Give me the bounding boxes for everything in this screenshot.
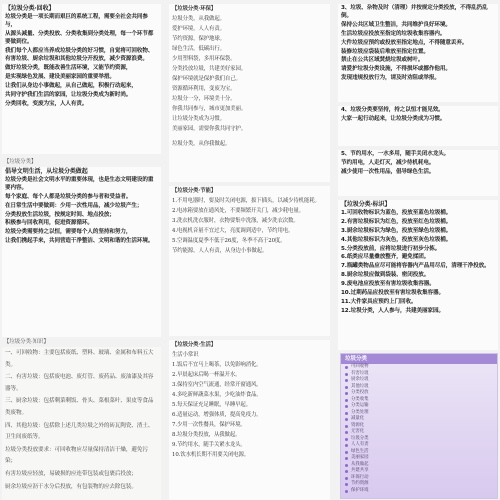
list-item: 美丽家园 xyxy=(341,455,497,462)
list-item: 分类运输 xyxy=(341,403,497,410)
list-item: 减量化 xyxy=(341,416,497,423)
text-line: 少用塑料袋，多用环保袋。 xyxy=(172,56,236,62)
text-line: 5.分类投放前，应将垃圾进行初步分拣。 xyxy=(341,245,441,252)
list-item: 人人有责 xyxy=(341,442,497,449)
text-line: 5.每天保证充足睡眠，早睡早起。 xyxy=(172,402,252,408)
list-item: 环保行动 xyxy=(341,475,497,482)
text-line: 4.其他垃圾标识为灰色，投放至灰色垃圾桶。 xyxy=(341,236,452,243)
text-line: 3.洗衣机洗衣服时，衣物要集中洗涤，减少洗衣次数。 xyxy=(172,218,299,224)
text-line: 8.厨余垃圾应做到袋装、密闭投放。 xyxy=(341,272,430,279)
middle-column xyxy=(167,0,332,500)
text-line: 7.瓶罐类物品应尽可能将容器内产品用尽后，清理干净投放。 xyxy=(341,263,490,270)
text-line: 发现违规投放行为，请及时劝阻或举报。 xyxy=(341,75,440,82)
list-item: 可回收物 xyxy=(341,364,497,371)
text-line: 节约能源，人人有责，从身边小事做起。 xyxy=(172,248,268,254)
list-item: 分类投放 xyxy=(341,390,497,397)
text-line: 4.多吃新鲜蔬菜水果，少吃油炸食品。 xyxy=(172,392,262,398)
text-line: 3、垃圾、杂物及时（清理）并按规定分类投放，不得乱扔乱倒。 xyxy=(341,5,488,19)
list-item: 从我做起 xyxy=(341,462,497,469)
text-line: 2.早晨起床后喝一杯温开水。 xyxy=(172,372,241,378)
block-title: 倡导文明生活，从垃圾分类做起 xyxy=(5,168,88,175)
closing-line: 垃圾分类，从你我做起。 xyxy=(172,141,231,147)
list-item: 分类收集 xyxy=(341,397,497,404)
text-line: 节约资源，保护地球。 xyxy=(172,36,225,42)
app-screenshot-thumbnail[interactable] xyxy=(340,353,498,499)
list-item: 分类处理 xyxy=(341,410,497,417)
civilized-life-text-block xyxy=(2,167,161,337)
text-line: 保持公共区域卫生整洁，共同维护良好环境。 xyxy=(341,21,451,28)
section-tag: 【垃圾分类·知识】 xyxy=(4,339,49,345)
text-line: 让我们从身边小事做起，从自己做起，积极行动起来， xyxy=(5,83,137,90)
text-line: 节约用电，人走灯灭，减少待机耗电。 xyxy=(341,159,435,166)
text-line: 垃圾分类投放要求：可回收物应尽量保持清洁干燥，避免污染； xyxy=(5,446,148,465)
list-item: 有害垃圾 xyxy=(341,371,497,378)
scanned-knowledge-block xyxy=(2,347,161,500)
left-column xyxy=(0,0,163,500)
list-item: 其他垃圾 xyxy=(341,384,497,391)
text-line: 做好垃圾分类，既能改善生活环境，又能节约资源， xyxy=(5,65,132,72)
block-title: 【垃圾分类·环保】 xyxy=(172,6,217,12)
text-line: 分类投放垃圾，共建美好家园。 xyxy=(172,66,247,72)
text-line: 绿色生活，低碳出行。 xyxy=(172,46,225,52)
conservation-block xyxy=(338,150,498,196)
text-line: 分类投放生活垃圾，按规定时间、地点投放； xyxy=(5,211,115,218)
text-line: 1.不用电器时，要及时关闭电源，拔下插头，以减少待机能耗。 xyxy=(172,198,320,204)
text-line: 每个家庭、每个人都是垃圾分类的参与者和受益者。 xyxy=(5,193,132,200)
text-line: 垃圾分类是一项长期而艰巨的系统工程，需要全社会共同参与， xyxy=(5,13,148,28)
text-line: 分类回收，变废为宝，人人有责。 xyxy=(5,100,88,107)
slogan-text-block xyxy=(169,4,330,182)
text-line: 10.过期药品应投放至有害垃圾收集容器。 xyxy=(341,290,445,297)
text-line: 垃圾分类，从我做起。 xyxy=(172,16,225,22)
list-item: 厨余垃圾 xyxy=(341,377,497,384)
text-line: 10.饮水机长期不用要关闭电源。 xyxy=(172,452,250,458)
text-line: 让我们携起手来，共同营造干净整洁、文明和谐的生活环境。 xyxy=(5,238,154,245)
text-line: 三、厨余垃圾：包括剩菜剩饭、骨头、菜根菜叶、果皮等食品类废物。 xyxy=(5,398,154,416)
text-line: 爱护环境，人人有责。 xyxy=(172,26,225,32)
text-line: 积极参与回收利用，促进资源循环。 xyxy=(5,220,93,227)
text-line: 9.废电池应投放至有害垃圾收集容器。 xyxy=(341,281,435,288)
section-tag: 【垃圾分类】 xyxy=(4,159,37,165)
text-line: 12.垃圾分类，人人参与，共建美丽家园。 xyxy=(341,307,445,314)
text-line: 禁止在公共区域焚烧垃圾或树叶。 xyxy=(341,57,424,64)
text-line: 6.适量运动，增强体质，提高免疫力。 xyxy=(172,412,262,418)
text-line: 装修垃圾应袋装后堆放至指定位置。 xyxy=(341,48,429,55)
right-column xyxy=(336,0,500,500)
text-line: 垃圾分类需要持之以恒，需要每个人的坚持和努力， xyxy=(5,229,132,236)
text-line: 3.保持室内空气流通，经常开窗通风。 xyxy=(172,382,262,388)
text-line: 减少使用一次性用品，倡导绿色生活。 xyxy=(341,168,435,175)
text-line: 共同守护我们生活的家园，让垃圾分类成为新时尚。 xyxy=(5,92,132,99)
text-line: 垃圾分类是社会文明水平的重要体现，也是生态文明建设的重要内容。 xyxy=(5,176,154,191)
list-item: 资源化 xyxy=(341,423,497,430)
text-line: 从源头减量、分类投放、分类收集到分类处理，每一个环节都要做到位。 xyxy=(5,30,154,45)
text-line: 7.少用一次性餐具，保护环境。 xyxy=(172,422,246,428)
text-line: 二、有害垃圾：包括废电池、废灯管、废药品、废油漆及其容器等。 xyxy=(5,374,154,392)
text-line: 3.厨余垃圾标识为绿色，投放至绿色垃圾桶。 xyxy=(341,227,452,234)
text-line: 9.节约用水，随手关紧水龙头。 xyxy=(172,442,246,448)
thumbnail-header: 垃圾分类 xyxy=(341,354,497,364)
text-line: 5.空调温度夏季不低于26度，冬季不高于20度。 xyxy=(172,238,286,244)
text-line: 生活垃圾应投放至指定的垃圾收集容器内。 xyxy=(341,30,446,37)
text-line: 8.垃圾分类投放，从我做起。 xyxy=(172,432,241,438)
list-item: 节约资源 xyxy=(341,481,497,488)
persistence-block xyxy=(338,106,498,146)
block-title: 【垃圾分类·生活】 xyxy=(172,342,217,348)
text-line: 5、节约用水，一水多用，随手关闭水龙头。 xyxy=(341,151,450,157)
text-line: 四、其他垃圾：包括除上述几类垃圾之外的砖瓦陶瓷、渣土、卫生间废纸等。 xyxy=(5,422,154,441)
text-line: 垃圾分一分，环境美十分。 xyxy=(172,96,236,102)
text-line: 6.纸类应尽量叠放整齐，避免揉团。 xyxy=(341,254,430,261)
list-item: 垃圾分类 xyxy=(341,436,497,443)
list-item: 无害化 xyxy=(341,429,497,436)
text-line: 有害垃圾应轻放，易破损的应连带包装或包裹后投放； xyxy=(5,470,137,477)
text-line: 我们每个人都应当养成垃圾分类的好习惯，自觉将可回收物、 xyxy=(5,47,154,54)
recycling-text-block xyxy=(2,4,161,154)
text-line: 让垃圾分类成为习惯。 xyxy=(172,116,225,122)
text-line: 资源循环利用，变废为宝。 xyxy=(172,86,236,92)
text-line: 1.可回收物标识为蓝色，投放至蓝色垃圾桶。 xyxy=(341,209,452,216)
list-item: 共建共享 xyxy=(341,468,497,475)
text-line: 11.大件家具应预约上门回收。 xyxy=(341,298,417,305)
text-line: 2.电冰箱要放在通风处，不要频繁开关门，减少耗电量。 xyxy=(172,208,304,214)
sorting-labels-block xyxy=(338,200,498,350)
text-line: 2.有害垃圾标识为红色，投放至红色垃圾桶。 xyxy=(341,218,452,225)
text-line: 你我共同参与，城市更加美丽。 xyxy=(172,106,247,112)
text-line: 1.饭后不宜马上喝茶，以免影响消化。 xyxy=(172,362,262,368)
text-line: 大家一起行动起来，让垃圾分类成为习惯。 xyxy=(341,115,446,122)
energy-saving-block xyxy=(169,186,330,336)
list-item: 绿色生活 xyxy=(341,449,497,456)
text-line: 是实现绿色发展、建设美丽家园的重要举措。 xyxy=(5,74,115,81)
block-subtitle: 生活小常识 xyxy=(172,352,199,358)
text-line: 一、可回收物：主要包括废纸、塑料、玻璃、金属和布料五大类。 xyxy=(5,350,154,368)
text-line: 大件垃圾应预约或投放至指定地点，不得随意丢弃。 xyxy=(341,39,468,46)
life-tips-block xyxy=(169,340,330,500)
block-title: 【垃圾分类·回收】 xyxy=(5,5,55,12)
text-line: 4.电视机音量不宜过大，亮度调到适中，节约用电。 xyxy=(172,228,294,234)
block-title: 【垃圾分类·标识】 xyxy=(341,201,391,208)
text-line: 保护环境就是保护我们自己。 xyxy=(172,76,241,82)
text-line: 美丽家园，需要你我共同守护。 xyxy=(172,126,247,132)
text-line: 4、垃圾分类要坚持，持之以恒才能见效。 xyxy=(341,107,444,113)
text-line: 厨余垃圾应沥干水分后投放，有包装物的应去除包装。 xyxy=(5,483,137,490)
text-line: 有害垃圾、厨余垃圾和其他垃圾分开投放，减少资源浪费。 xyxy=(5,56,148,63)
disposal-rules-block xyxy=(338,4,498,102)
text-line: 请爱护垃圾分类设施，不得损坏或挪作他用。 xyxy=(341,66,451,73)
block-title: 【垃圾分类·节能】 xyxy=(172,188,217,194)
text-line: 在日常生活中要做到：少用一次性用品，减少垃圾产生； xyxy=(5,202,143,209)
list-item: 保护环境 xyxy=(341,488,497,495)
